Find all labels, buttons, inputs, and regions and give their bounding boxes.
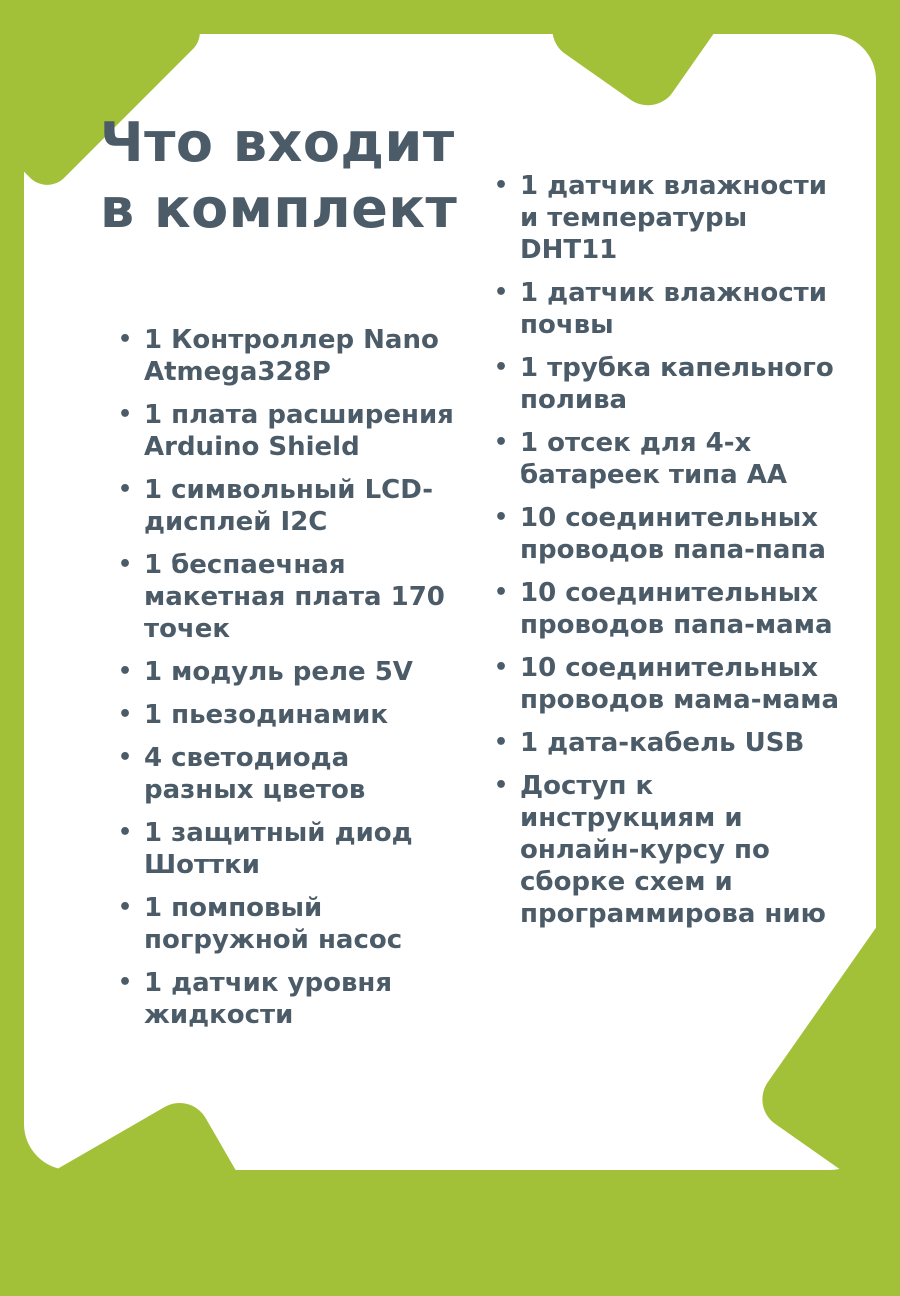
bottom-stripe-decoration xyxy=(406,1150,778,1166)
list-item xyxy=(494,427,850,491)
list-item xyxy=(118,892,464,956)
list-item xyxy=(118,656,464,688)
card-notch-bottom-left xyxy=(17,1092,250,1296)
list-item xyxy=(494,277,850,341)
list-item-text: 1 помповый погружной насос xyxy=(144,893,403,955)
list-item-text: 1 дата-кабель USB xyxy=(520,728,805,758)
list-item xyxy=(494,502,850,566)
list-item xyxy=(118,474,464,538)
bullet-icon: • xyxy=(494,505,509,530)
bullet-icon: • xyxy=(118,970,133,995)
list-item xyxy=(118,699,464,731)
list-item xyxy=(118,742,464,806)
list-item-text: 10 соединительных проводов мама-мама xyxy=(520,653,840,715)
list-item-text: 1 датчик уровня жидкости xyxy=(144,968,393,1030)
list-item xyxy=(494,170,850,266)
bullet-icon: • xyxy=(494,655,509,680)
bullet-icon: • xyxy=(118,745,133,770)
bullet-icon: • xyxy=(494,773,509,798)
list-item xyxy=(494,352,850,416)
list-item xyxy=(118,967,464,1031)
list-item-text: 1 Контроллер Nano Atmega328P xyxy=(144,325,439,387)
list-item-text: 10 соединительных проводов папа-папа xyxy=(520,503,826,565)
bullet-icon: • xyxy=(494,580,509,605)
bullet-icon: • xyxy=(494,430,509,455)
list-item-text: 1 беспаечная макетная плата 170 точек xyxy=(144,550,445,644)
list-item-text: 4 светодиода разных цветов xyxy=(144,743,366,805)
page-title: Что входит в комплект xyxy=(100,111,458,240)
bullet-icon: • xyxy=(118,895,133,920)
bullet-icon: • xyxy=(118,552,133,577)
list-item xyxy=(494,577,850,641)
list-item-text: 1 датчик влажности почвы xyxy=(520,278,827,340)
kit-list-right xyxy=(494,170,850,941)
bullet-icon: • xyxy=(118,402,133,427)
bullet-icon: • xyxy=(118,327,133,352)
list-item-text: 1 отсек для 4-х батареек типа АА xyxy=(520,428,787,490)
bullet-icon: • xyxy=(118,702,133,727)
list-item xyxy=(118,817,464,881)
list-item xyxy=(494,770,850,930)
list-item-text: 10 соединительных проводов папа-мама xyxy=(520,578,833,640)
list-item-text: 1 датчик влажности и температуры DHT11 xyxy=(520,171,827,265)
list-item xyxy=(118,549,464,645)
bullet-icon: • xyxy=(118,477,133,502)
list-item xyxy=(118,324,464,388)
list-item-text: 1 плата расширения Arduino Shield xyxy=(144,400,454,462)
list-item-text: 1 пьезодинамик xyxy=(144,700,388,730)
bullet-icon: • xyxy=(118,659,133,684)
bullet-icon: • xyxy=(494,280,509,305)
list-item-text: 1 символьный LCD-дисплей I2C xyxy=(144,475,434,537)
bullet-icon: • xyxy=(494,173,509,198)
list-item xyxy=(494,727,850,759)
list-item xyxy=(494,652,850,716)
bullet-icon: • xyxy=(494,355,509,380)
list-item-text: 1 защитный диод Шоттки xyxy=(144,818,413,880)
list-item xyxy=(118,399,464,463)
list-item-text: Доступ к инструкциям и онлайн-курсу по сборке схем и программирова нию xyxy=(520,771,826,929)
card-notch-top-right xyxy=(541,0,828,117)
bullet-icon: • xyxy=(118,820,133,845)
list-item-text: 1 модуль реле 5V xyxy=(144,657,413,687)
bullet-icon: • xyxy=(494,730,509,755)
kit-list-left xyxy=(118,324,464,1042)
list-item-text: 1 трубка капельного полива xyxy=(520,353,834,415)
